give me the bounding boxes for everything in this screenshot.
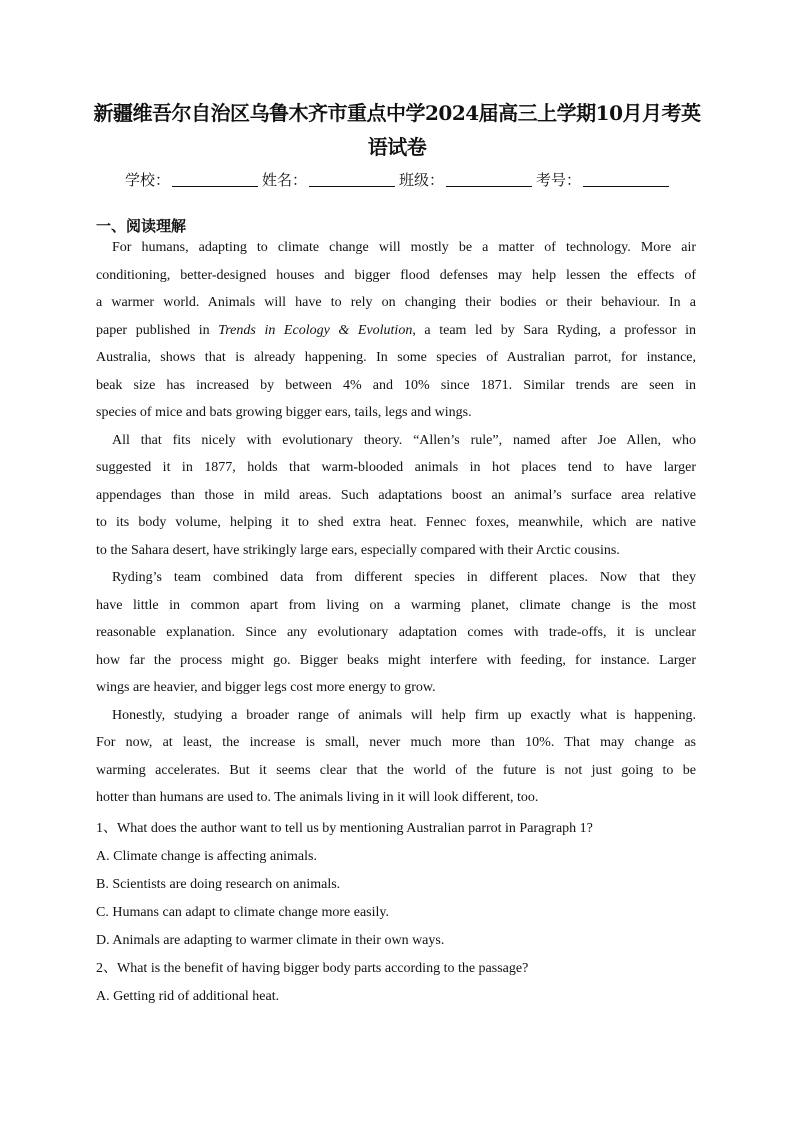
class-blank[interactable]	[446, 172, 532, 187]
reading-passage	[96, 234, 696, 812]
title-line-1: 新疆维吾尔自治区乌鲁木齐市重点中学2024届高三上学期10月月考英	[93, 101, 701, 125]
journal-title: Trends in Ecology & Evolution	[218, 322, 413, 338]
passage-line: hotter than humans are used to. The animals living in it will look different, too.	[96, 790, 539, 805]
school-blank[interactable]	[172, 172, 258, 187]
passage-line: For humans, adapting to climate change will mostly be a matter of technology. More air	[112, 240, 696, 255]
passage-line: beak size has increased by between 4% and 10% since 1871. Similar trends are seen in	[96, 377, 696, 393]
question-list	[96, 815, 696, 1011]
passage-line: have little in common apart from living on a warming planet, climate change is the most	[96, 597, 696, 613]
passage-line: species of mice and bats growing bigger ears, tails, legs and wings.	[96, 405, 472, 420]
passage-line: warming accelerates. But it seems clear that the world of the future is not just going to be	[96, 762, 696, 778]
passage-line	[96, 317, 696, 345]
passage-line: appendages than those in mild areas. Such adaptations boost an animal’s surface area relative	[96, 487, 696, 503]
passage-line: For now, at least, the increase is small, never much more than 10%. That may change as	[96, 735, 696, 750]
exam-number-blank[interactable]	[583, 172, 669, 187]
answer-option: A. Climate change is affecting animals.	[96, 849, 317, 864]
school-label: 学校：	[124, 171, 170, 189]
answer-option: D. Animals are adapting to warmer climate in their own ways.	[96, 933, 445, 948]
passage-line: to its body volume, helping it to shed extra heat. Fennec foxes, meanwhile, which are native	[96, 515, 696, 530]
answer-option: A. Getting rid of additional heat.	[96, 989, 280, 1004]
passage-line: reasonable explanation. Since any evolutionary adaptation comes with trade-offs, it is unclear	[96, 625, 696, 640]
passage-text: , a team led by Sara Ryding, a professor in	[412, 322, 697, 338]
name-blank[interactable]	[309, 172, 395, 187]
student-info-row	[0, 168, 794, 192]
passage-line: to the Sahara desert, have strikingly large ears, especially compared with their Arctic cousins.	[96, 542, 620, 558]
section-heading: 一、阅读理解	[96, 217, 187, 235]
question-stem: 2、What is the benefit of having bigger body parts according to the passage?	[96, 961, 529, 976]
passage-text: paper published in	[96, 322, 219, 338]
question-stem: 1、What does the author want to tell us by mentioning Australian parrot in Paragraph 1?	[96, 821, 593, 836]
class-label: 班级：	[399, 171, 445, 189]
passage-line: suggested it in 1877, holds that warm-blooded animals in hot places tend to have larger	[96, 460, 696, 475]
name-label: 姓名：	[261, 171, 307, 189]
passage-line: how far the process might go. Bigger beaks might interfere with feeding, for instance. Larger	[96, 652, 696, 668]
answer-option: C. Humans can adapt to climate change more easily.	[96, 905, 389, 920]
passage-line: All that fits nicely with evolutionary theory. “Allen’s rule”, named after Joe Allen, who	[112, 432, 696, 448]
title-line-2: 语试卷	[367, 135, 427, 159]
passage-line: wings are heavier, and bigger legs cost more energy to grow.	[96, 680, 436, 695]
passage-line: Ryding’s team combined data from different species in different places. Now that they	[112, 570, 696, 585]
exam-number-label: 考号：	[536, 171, 582, 189]
passage-line: a warmer world. Animals will have to rely on changing their bodies or their behaviour. In a	[96, 295, 696, 310]
passage-line: conditioning, better-designed houses and bigger flood defenses may help lessen the effects of	[96, 267, 696, 283]
exam-title	[90, 96, 704, 164]
passage-line: Australia, shows that is already happening. In some species of Australian parrot, for instance,	[96, 350, 696, 365]
answer-option: B. Scientists are doing research on animals.	[96, 877, 341, 892]
passage-line: Honestly, studying a broader range of animals will help firm up exactly what is happening.	[112, 707, 696, 723]
